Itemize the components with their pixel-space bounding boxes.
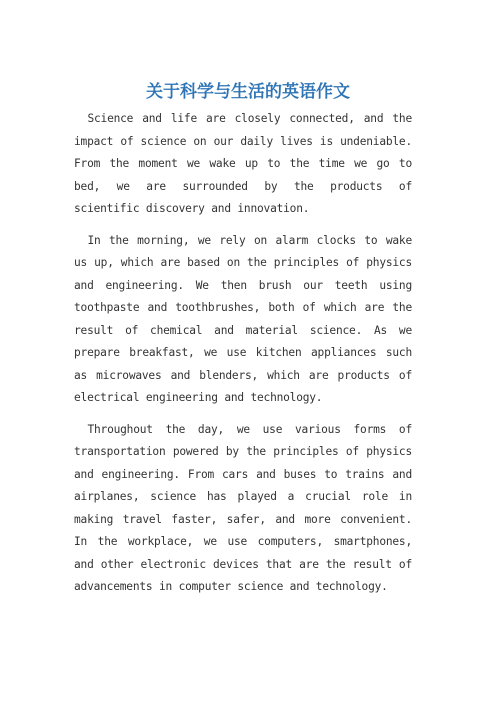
paragraph-1: Science and life are closely connected, and the impact of science on our daily lives is undeniable. From the moment we wake up to the time we go to bed, we are surrounded by the products of scientific discovery and innovation.	[74, 112, 412, 215]
document-title: 关于科学与生活的英语作文	[146, 82, 350, 102]
document-body	[74, 108, 412, 608]
paragraph-2: In the morning, we rely on alarm clocks to wake us up, which are based on the principles of physics and engineering. We then brush our teeth using toothpaste and toothbrushes, both of which are the result of chemical and material science. As we prepare breakfast, we use kitchen appliances such as microwaves and blenders, which are products of electrical engineering and technology.	[74, 233, 412, 404]
paragraph-3: Throughout the day, we use various forms of transportation powered by the principles of physics and engineering. From cars and buses to trains and airplanes, science has played a crucial role in making travel faster, safer, and more convenient. In the workplace, we use computers, smartphones, and other electronic devices that are the result of advancements in computer science and technology.	[74, 422, 412, 593]
